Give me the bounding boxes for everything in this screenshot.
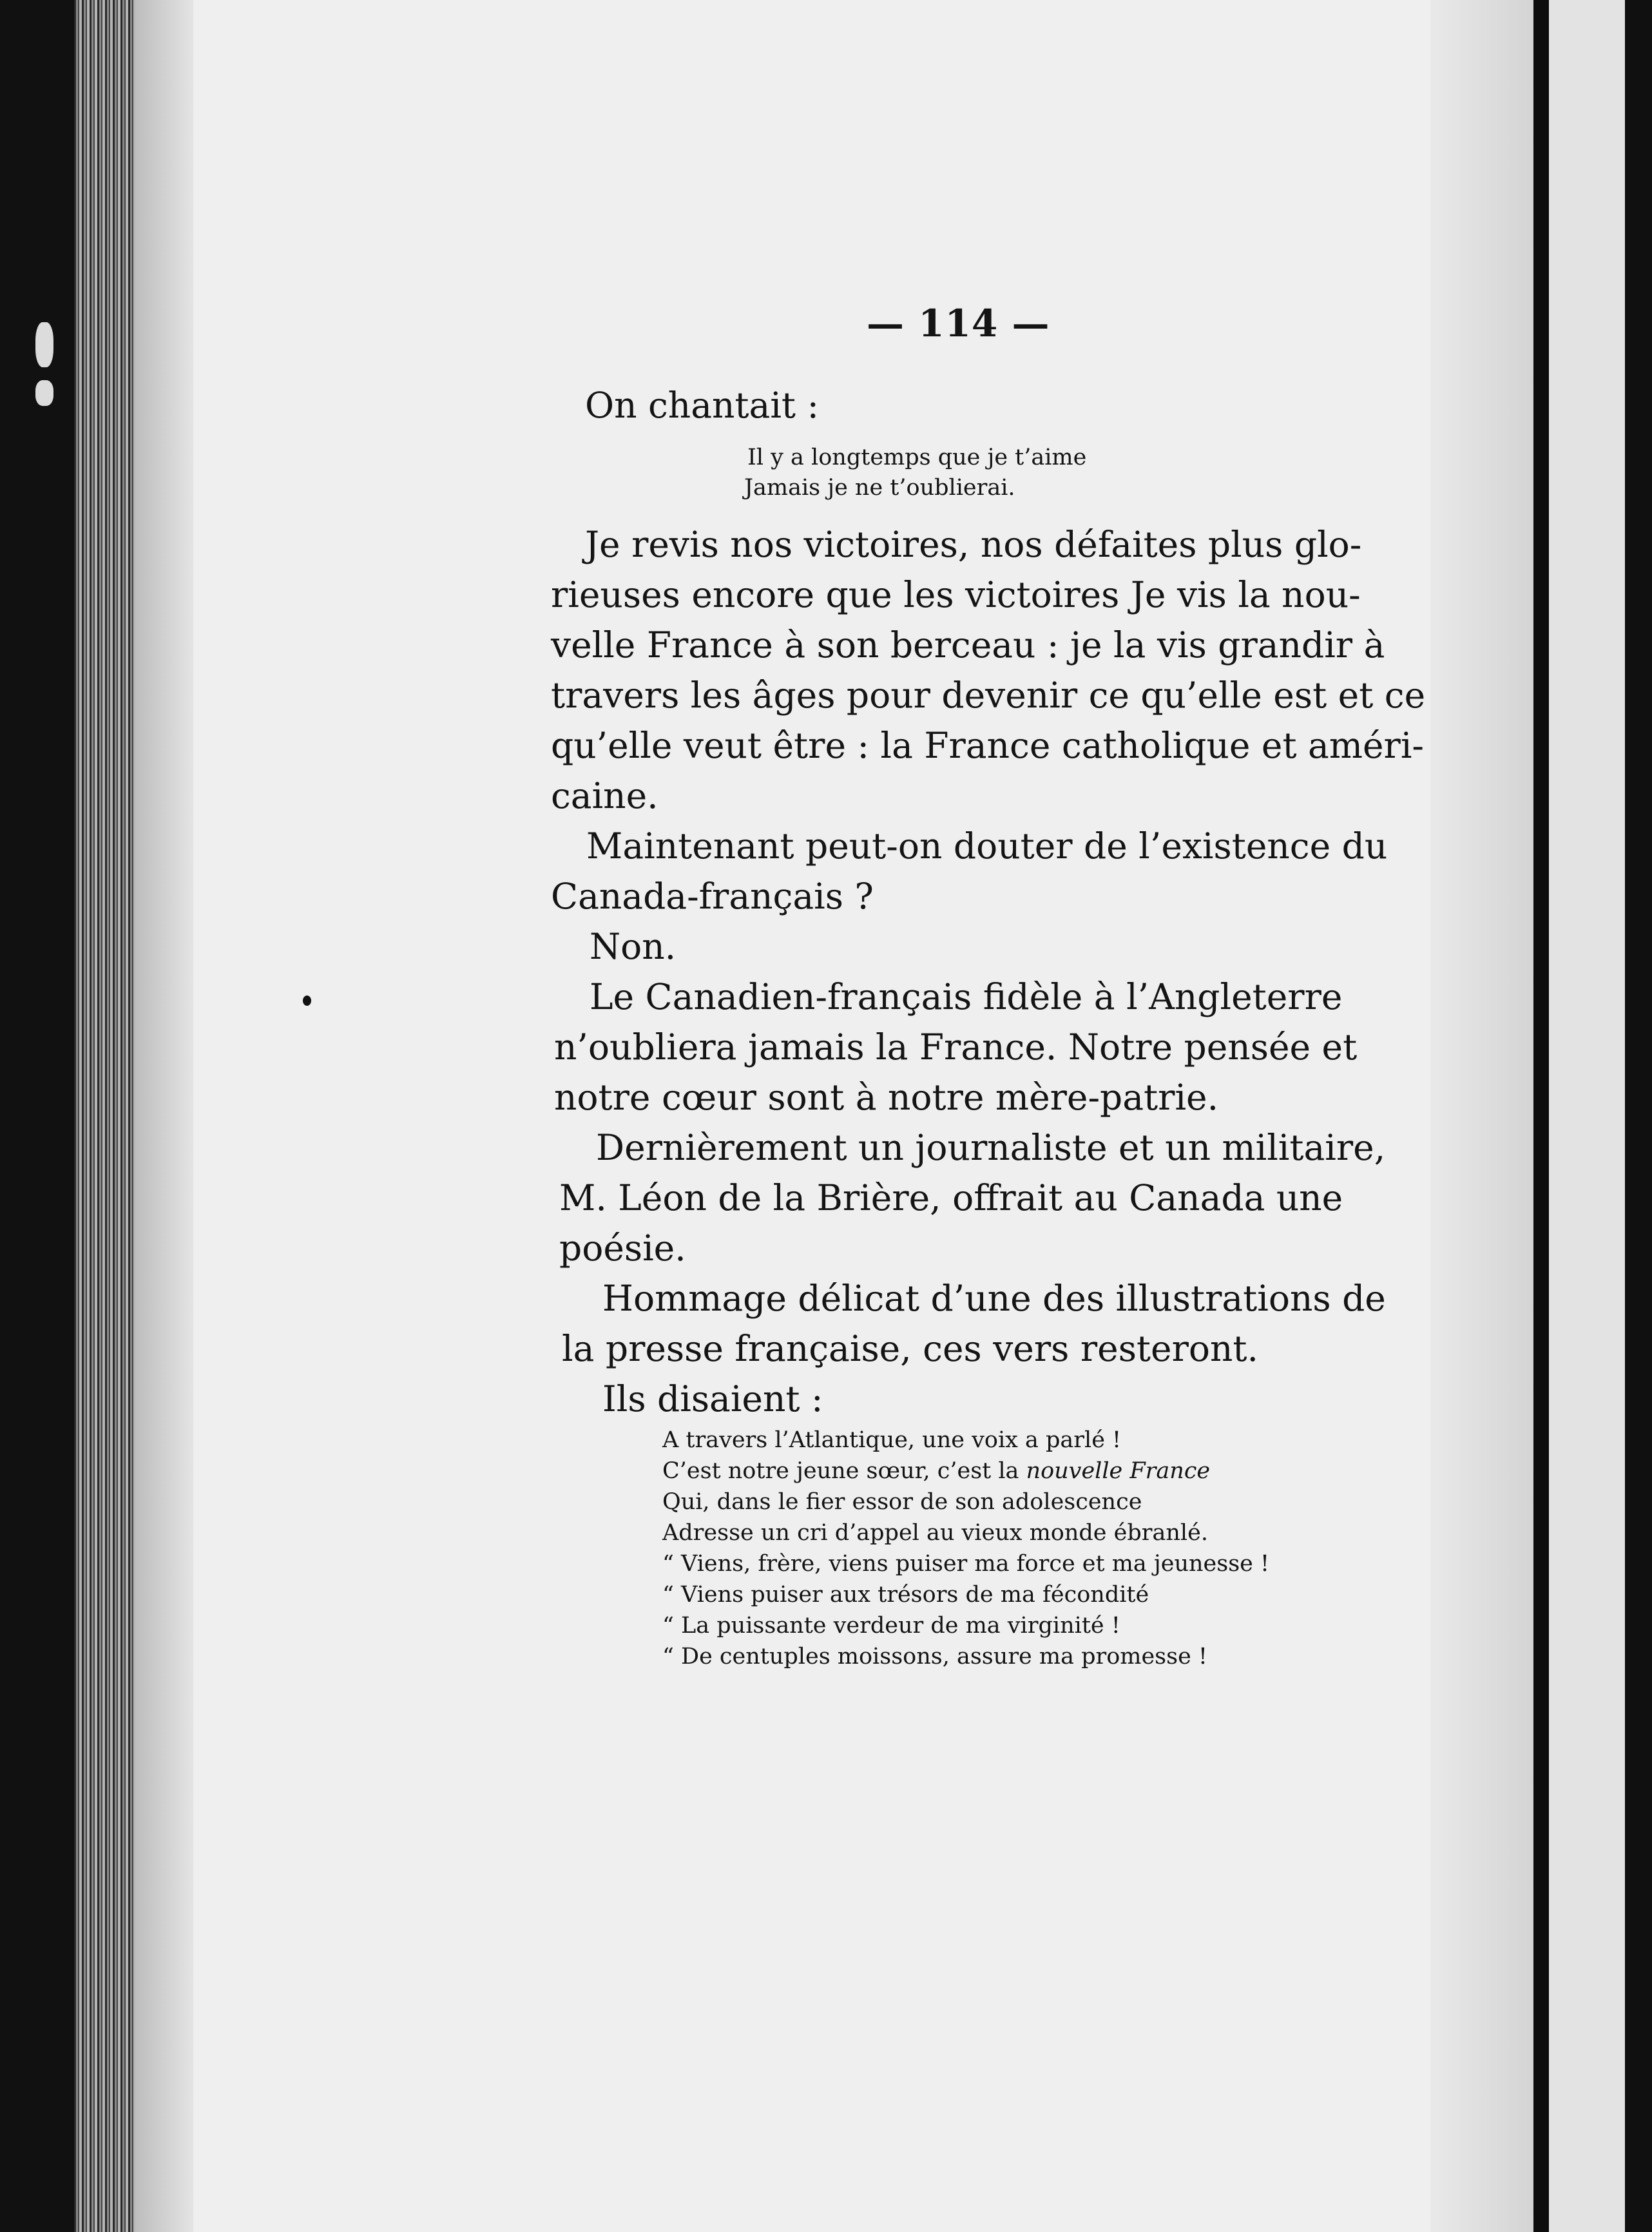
poem-line-italic: nouvelle France: [1026, 1458, 1211, 1484]
body-line: la presse française, ces vers resteront.: [562, 1328, 1258, 1369]
body-line: Le Canadien-français fidèle à l’Angleterre: [590, 976, 1343, 1017]
body-line: Ils disaient :: [602, 1378, 823, 1419]
poem-line: “ Viens, frère, viens puiser ma force et ma jeunesse !: [662, 1551, 1270, 1577]
poem-line: A travers l’Atlantique, une voix a parlé !: [662, 1427, 1122, 1453]
poem-line-text: C’est notre jeune sœur, c’est la: [662, 1458, 1026, 1484]
poem-line: “ La puissante verdeur de ma virginité !: [662, 1613, 1120, 1639]
song-line: Jamais je ne t’oublierai.: [744, 475, 1015, 501]
body-line: travers les âges pour devenir ce qu’elle est et ce: [551, 675, 1426, 716]
ink-speck: [303, 996, 311, 1006]
body-line: Hommage délicat d’une des illustrations de: [602, 1278, 1386, 1319]
body-line: Dernièrement un journaliste et un militaire,: [596, 1127, 1386, 1168]
body-line: Maintenant peut-on douter de l’existence du: [586, 825, 1388, 867]
body-line: qu’elle veut être : la France catholique et améri-: [551, 725, 1425, 766]
body-line: notre cœur sont à notre mère-patrie.: [554, 1077, 1219, 1118]
body-line: Canada-français ?: [551, 876, 874, 917]
body-line: rieuses encore que les victoires Je vis la nou-: [551, 574, 1361, 615]
body-line: velle France à son berceau : je la vis grandir à: [551, 624, 1385, 666]
body-line: caine.: [551, 775, 658, 816]
poem-line: Qui, dans le fier essor de son adolescence: [662, 1489, 1142, 1515]
body-line: Je revis nos victoires, nos défaites plus glo-: [585, 524, 1362, 565]
intro-line: On chantait :: [585, 385, 820, 426]
right-page-shadow: [1430, 0, 1533, 2232]
song-line: Il y a longtemps que je t’aime: [747, 445, 1087, 470]
poem-line: [662, 1460, 1210, 1483]
body-line: M. Léon de la Brière, offrait au Canada une: [559, 1177, 1343, 1218]
margin-blemish: [35, 322, 53, 367]
poem-line: “ De centuples moissons, assure ma promesse !: [662, 1644, 1207, 1669]
poem-line: “ Viens puiser aux trésors de ma fécondité: [662, 1582, 1149, 1608]
right-scan-edge: [1625, 0, 1652, 2232]
body-line: Non.: [590, 926, 677, 967]
book-page-edges: [74, 0, 135, 2232]
right-scan-border: [1533, 0, 1549, 2232]
poem-line: Adresse un cri d’appel au vieux monde ébranlé.: [662, 1520, 1208, 1546]
margin-blemish: [35, 380, 53, 406]
page-number: — 114 —: [867, 302, 1050, 345]
gutter-shadow: [135, 0, 193, 2232]
body-line: n’oubliera jamais la France. Notre pensée et: [554, 1026, 1358, 1068]
body-line: poésie.: [559, 1227, 686, 1269]
adjacent-page-strip: [1549, 0, 1625, 2232]
